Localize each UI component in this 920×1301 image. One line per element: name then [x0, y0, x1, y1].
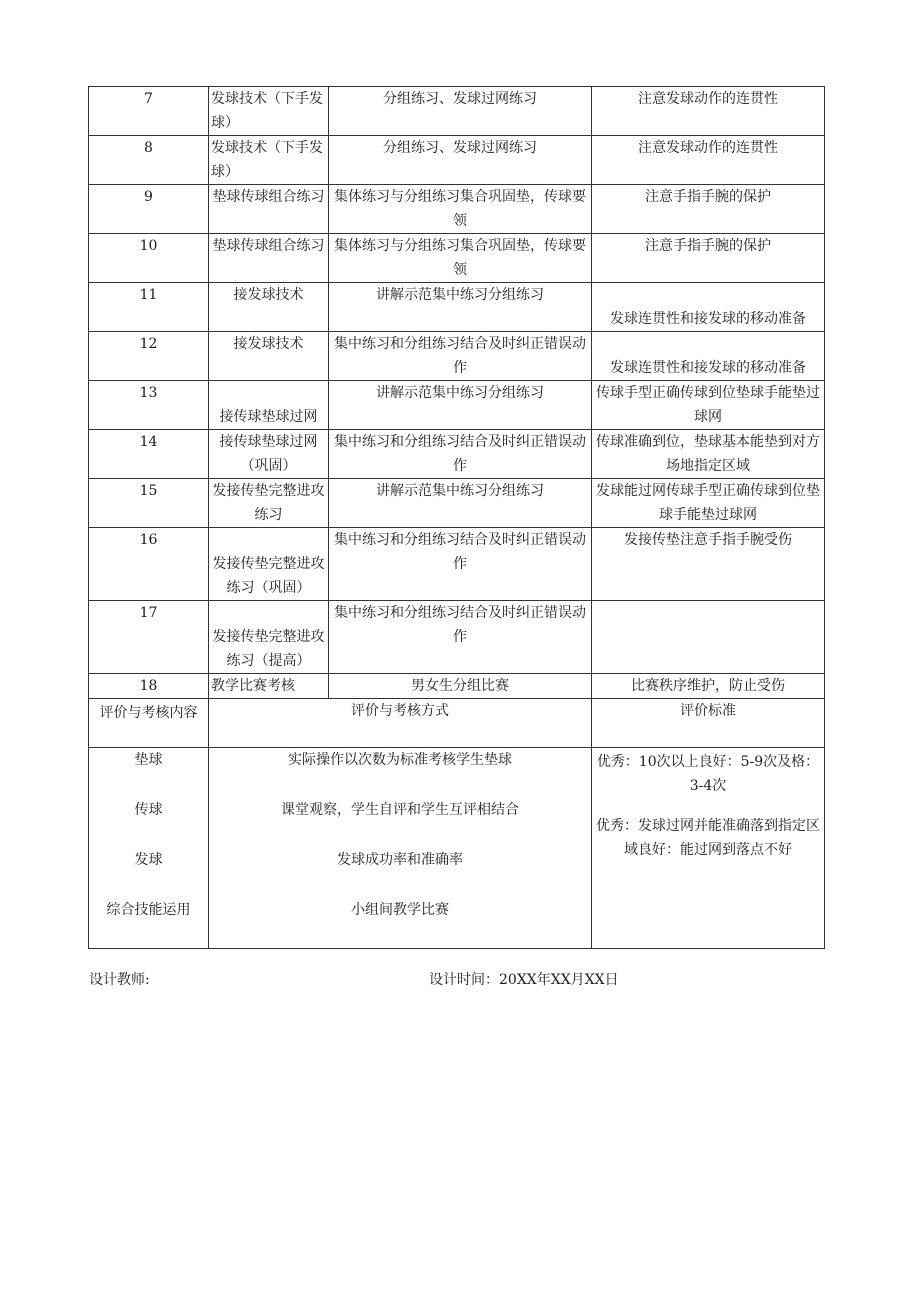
- lesson-content: 接传球垫球过网（巩固）: [209, 430, 329, 479]
- table-row: [89, 479, 825, 528]
- lesson-method: 讲解示范集中练习分组练习: [329, 479, 592, 528]
- lesson-method: 集体练习与分组练习集合巩固垫，传球要领: [329, 234, 592, 283]
- lesson-content: 发接传垫完整进攻练习（巩固）: [209, 528, 329, 601]
- evaluation-content-header: 评价与考核内容: [89, 699, 209, 748]
- table-row: [89, 674, 825, 699]
- evaluation-items: [89, 748, 209, 949]
- lesson-number: 7: [89, 87, 209, 136]
- evaluation-item: 发球: [134, 852, 163, 868]
- lesson-method: 集中练习和分组练习结合及时纠正错误动作: [329, 332, 592, 381]
- evaluation-item: 垫球: [134, 752, 163, 768]
- lesson-note: 传球手型正确传球到位垫球手能垫过球网: [592, 381, 825, 430]
- lesson-number: 18: [89, 674, 209, 699]
- lesson-method: 集体练习与分组练习集合巩固垫，传球要领: [329, 185, 592, 234]
- lesson-number: 13: [89, 381, 209, 430]
- design-time: 设计时间：20XX年XX月XX日: [429, 972, 619, 988]
- lesson-content: 接发球技术: [209, 283, 329, 332]
- lesson-number: 8: [89, 136, 209, 185]
- table-row: [89, 601, 825, 674]
- lesson-content: 发球技术（下手发球）: [209, 87, 329, 136]
- lesson-note: 发球连贯性和接发球的移动准备: [592, 283, 825, 332]
- evaluation-method-header: 评价与考核方式: [209, 699, 592, 748]
- evaluation-method: 实际操作以次数为标准考核学生垫球: [288, 752, 512, 768]
- lesson-number: 14: [89, 430, 209, 479]
- evaluation-methods: [209, 748, 592, 949]
- lesson-note: 注意发球动作的连贯性: [592, 136, 825, 185]
- lesson-number: 12: [89, 332, 209, 381]
- lesson-method: 分组练习、发球过网练习: [329, 136, 592, 185]
- lesson-content: 垫球传球组合练习: [209, 185, 329, 234]
- lesson-content: 接传球垫球过网: [209, 381, 329, 430]
- lesson-note: 发接传垫注意手指手腕受伤: [592, 528, 825, 601]
- lesson-number: 17: [89, 601, 209, 674]
- lesson-content: 发接传垫完整进攻练习: [209, 479, 329, 528]
- lesson-note: 比赛秩序维护，防止受伤: [592, 674, 825, 699]
- lesson-number: 16: [89, 528, 209, 601]
- lesson-number: 15: [89, 479, 209, 528]
- lesson-method: 讲解示范集中练习分组练习: [329, 283, 592, 332]
- lesson-number: 11: [89, 283, 209, 332]
- table-row: [89, 528, 825, 601]
- lesson-method: 集中练习和分组练习结合及时纠正错误动作: [329, 430, 592, 479]
- evaluation-method: 课堂观察，学生自评和学生互评相结合: [281, 802, 519, 818]
- lesson-content: 教学比赛考核: [209, 674, 329, 699]
- evaluation-standard: 优秀：10次以上良好：5-9次及格：3-4次: [596, 754, 820, 794]
- lesson-note: 注意手指手腕的保护: [592, 185, 825, 234]
- lesson-note: 发球能过网传球手型正确传球到位垫球手能垫过球网: [592, 479, 825, 528]
- lesson-note: 传球准确到位，垫球基本能垫到对方场地指定区域: [592, 430, 825, 479]
- lesson-content: 发球技术（下手发球）: [209, 136, 329, 185]
- lesson-method: 男女生分组比赛: [329, 674, 592, 699]
- evaluation-item: 传球: [134, 802, 163, 818]
- lesson-method: 集中练习和分组练习结合及时纠正错误动作: [329, 528, 592, 601]
- lesson-content: 接发球技术: [209, 332, 329, 381]
- table-row: [89, 381, 825, 430]
- evaluation-standard-header: 评价标准: [592, 699, 825, 748]
- evaluation-method: 小组间教学比赛: [351, 902, 449, 918]
- schedule-table: [88, 86, 825, 949]
- lesson-note: 注意发球动作的连贯性: [592, 87, 825, 136]
- lesson-method: 集中练习和分组练习结合及时纠正错误动作: [329, 601, 592, 674]
- table-row: [89, 234, 825, 283]
- evaluation-header-row: [89, 699, 825, 748]
- evaluation-standard: 优秀：发球过网并能准确落到指定区域良好：能过网到落点不好: [596, 818, 820, 858]
- table-row: [89, 283, 825, 332]
- lesson-number: 9: [89, 185, 209, 234]
- lesson-number: 10: [89, 234, 209, 283]
- table-row: [89, 87, 825, 136]
- lesson-method: 分组练习、发球过网练习: [329, 87, 592, 136]
- evaluation-body-row: [89, 748, 825, 949]
- evaluation-standards: [592, 748, 825, 949]
- table-row: [89, 136, 825, 185]
- table-row: [89, 332, 825, 381]
- table-row: [89, 430, 825, 479]
- lesson-note: [592, 601, 825, 674]
- evaluation-item: 综合技能运用: [106, 902, 191, 918]
- lesson-content: 发接传垫完整进攻练习（提高）: [209, 601, 329, 674]
- lesson-note: 注意手指手腕的保护: [592, 234, 825, 283]
- lesson-content: 垫球传球组合练习: [209, 234, 329, 283]
- evaluation-method: 发球成功率和准确率: [337, 852, 463, 868]
- table-row: [89, 185, 825, 234]
- lesson-note: 发球连贯性和接发球的移动准备: [592, 332, 825, 381]
- lesson-method: 讲解示范集中练习分组练习: [329, 381, 592, 430]
- designer-label: 设计教师:: [89, 972, 150, 988]
